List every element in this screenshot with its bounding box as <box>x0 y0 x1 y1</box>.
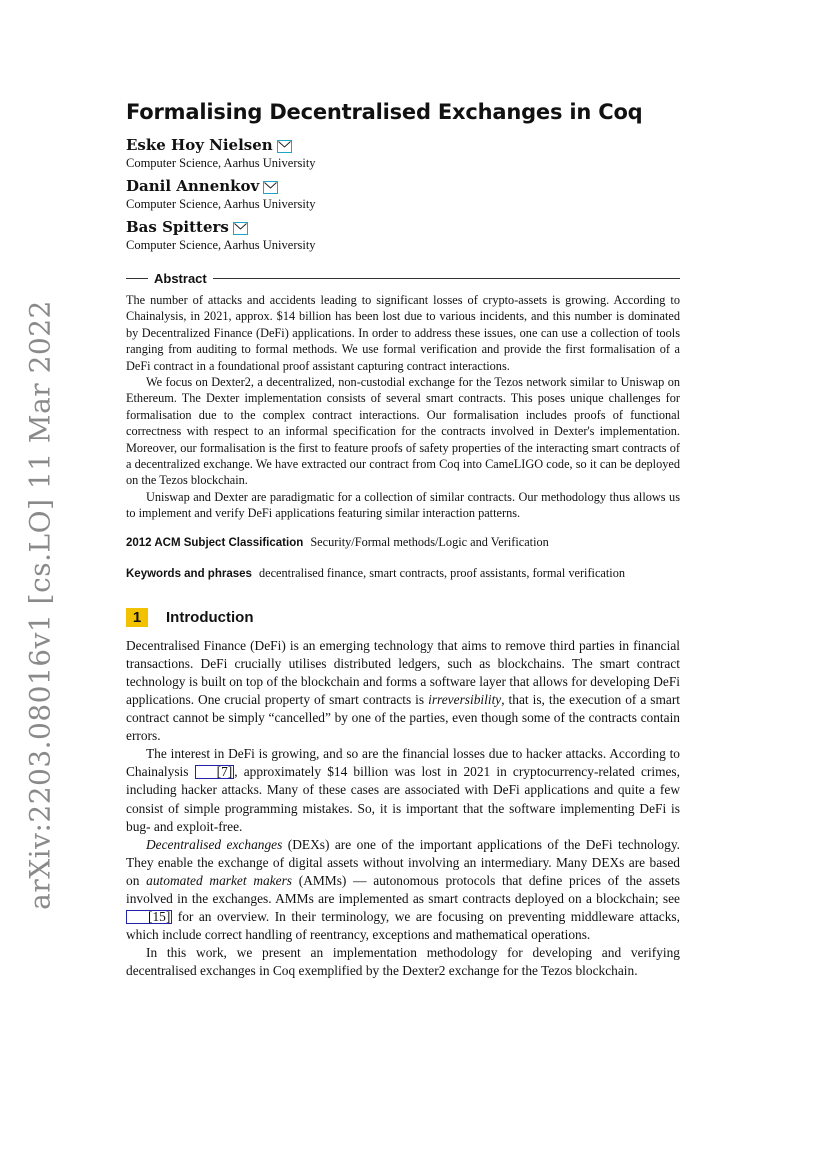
author-affiliation: Computer Science, Aarhus University <box>126 238 316 252</box>
author-name-row <box>126 218 680 237</box>
rule-divider <box>213 278 680 279</box>
abstract-label: Abstract <box>154 271 207 286</box>
author-name-row <box>126 136 680 155</box>
abstract-paragraph: We focus on Dexter2, a decentralized, non-custodial exchange for the Tezos network similar to Uniswap on Ethereum. The Dexter implementation consists of several smart contracts. This poses unique challenges for formalisation due to the complex contract interactions. Our formalisation includes proofs of functional correctness with respect to an informal specification for the contracts involved in Dexter's implementation. Moreover, our formalisation is the first to feature proofs of safety properties of the interacting smart contracts of a decentralized exchange. We have extracted our contract from Coq into CameLIGO code, so it can be deployed on the Tezos blockchain. <box>126 375 680 488</box>
abstract-heading <box>126 271 680 286</box>
acm-classification <box>126 534 680 551</box>
keywords-key: Keywords and phrases <box>126 567 252 580</box>
email-icon[interactable] <box>233 222 248 235</box>
author-name: Bas Spitters <box>126 218 229 236</box>
author-block <box>126 177 680 212</box>
citation-link[interactable]: [7] <box>195 765 235 779</box>
emphasis: Decentralised exchanges <box>146 836 283 852</box>
author-affiliation: Computer Science, Aarhus University <box>126 197 316 211</box>
author-name: Danil Annenkov <box>126 177 260 195</box>
author-block <box>126 136 680 171</box>
text-run: The interest in DeFi is growing, and so are the financial losses due to hacker attacks. According to Chainalysis <box>126 746 680 780</box>
email-icon[interactable] <box>263 181 278 194</box>
section-number: 1 <box>126 608 148 627</box>
text-run: for an overview. In their terminology, we are focusing on preventing middleware attacks, which include correct handling of reentrancy, exceptions and mathematical operations. <box>126 909 680 943</box>
text-run: , that is, the execution of a smart contract cannot be simply “cancelled” by one of the parties, even though some of the contracts contain errors. <box>126 691 680 744</box>
section-title: Introduction <box>166 608 254 626</box>
section-heading <box>126 608 680 627</box>
author-block <box>126 218 680 253</box>
body-paragraph <box>126 836 680 945</box>
emphasis: irreversibility <box>428 691 502 707</box>
citation-link[interactable]: [15] <box>126 910 172 924</box>
arxiv-stamp-text: arXiv:2203.08016v1 [cs.LO] 11 Mar 2022 <box>23 300 57 910</box>
text-run: Decentralised Finance (DeFi) is an emerging technology that aims to remove third parties in financial transactions. DeFi crucially utilises distributed ledgers, such as blockchains. The smart contract technology is built on top of the blockchain and forms a software layer that allows for developing DeFi applications. One crucial property of smart contracts is <box>126 637 680 707</box>
keywords <box>126 565 680 582</box>
keywords-value: decentralised finance, smart contracts, proof assistants, formal verification <box>258 565 626 580</box>
author-name-row <box>126 177 680 196</box>
body-paragraph: In this work, we present an implementation methodology for developing and verifying decentralised exchanges in Coq exemplified by the Dexter2 exchange for the Tezos blockchain. <box>126 945 680 979</box>
text-run: , approximately $14 billion was lost in 2021 in cryptocurrency-related crimes, including hacker attacks. Many of these cases are associated with DeFi applications and quite a few consist of simple programming mistakes. So, it is important that the software implementing DeFi is bug- and exploit-free. <box>126 764 680 834</box>
abstract-paragraph: Uniswap and Dexter are paradigmatic for a collection of similar contracts. Our methodology thus allows us to implement and verify DeFi applications featuring similar interaction patterns. <box>126 489 680 521</box>
paper-title: Formalising Decentralised Exchanges in Coq <box>126 100 643 124</box>
rule-divider <box>126 278 148 279</box>
emphasis: automated market makers <box>146 872 293 888</box>
text-run: (AMMs) — autonomous protocols that define prices of the assets involved in the exchanges. AMMs are implemented as smart contracts deployed on a blockchain; see <box>126 872 680 906</box>
abstract-paragraph: The number of attacks and accidents leading to significant losses of crypto-assets is growing. According to Chainalysis, in 2021, approx. $14 billion has been lost due to various incidents, and this number is dominated by Decentralized Finance (DeFi) applications. In order to address these issues, one can use a collection of tools ranging from auditing to formal methods. We use formal verification and provide the first formalisation of a DeFi contract in a foundational proof assistant capturing contract interactions. <box>126 293 680 373</box>
email-icon[interactable] <box>277 140 292 153</box>
body-paragraph <box>126 745 680 835</box>
paper-content <box>126 100 680 980</box>
acm-classification-key: 2012 ACM Subject Classification <box>126 536 304 549</box>
arxiv-stamp <box>18 300 62 910</box>
body-paragraph <box>126 637 680 746</box>
author-affiliation: Computer Science, Aarhus University <box>126 156 316 170</box>
author-name: Eske Hoy Nielsen <box>126 136 273 154</box>
acm-classification-value: Security/Formal methods/Logic and Verification <box>310 534 549 549</box>
text-run: (DEXs) are one of the important applications of the DeFi technology. They enable the exchange of digital assets without involving an intermediary. Many DEXs are based on <box>126 836 680 888</box>
